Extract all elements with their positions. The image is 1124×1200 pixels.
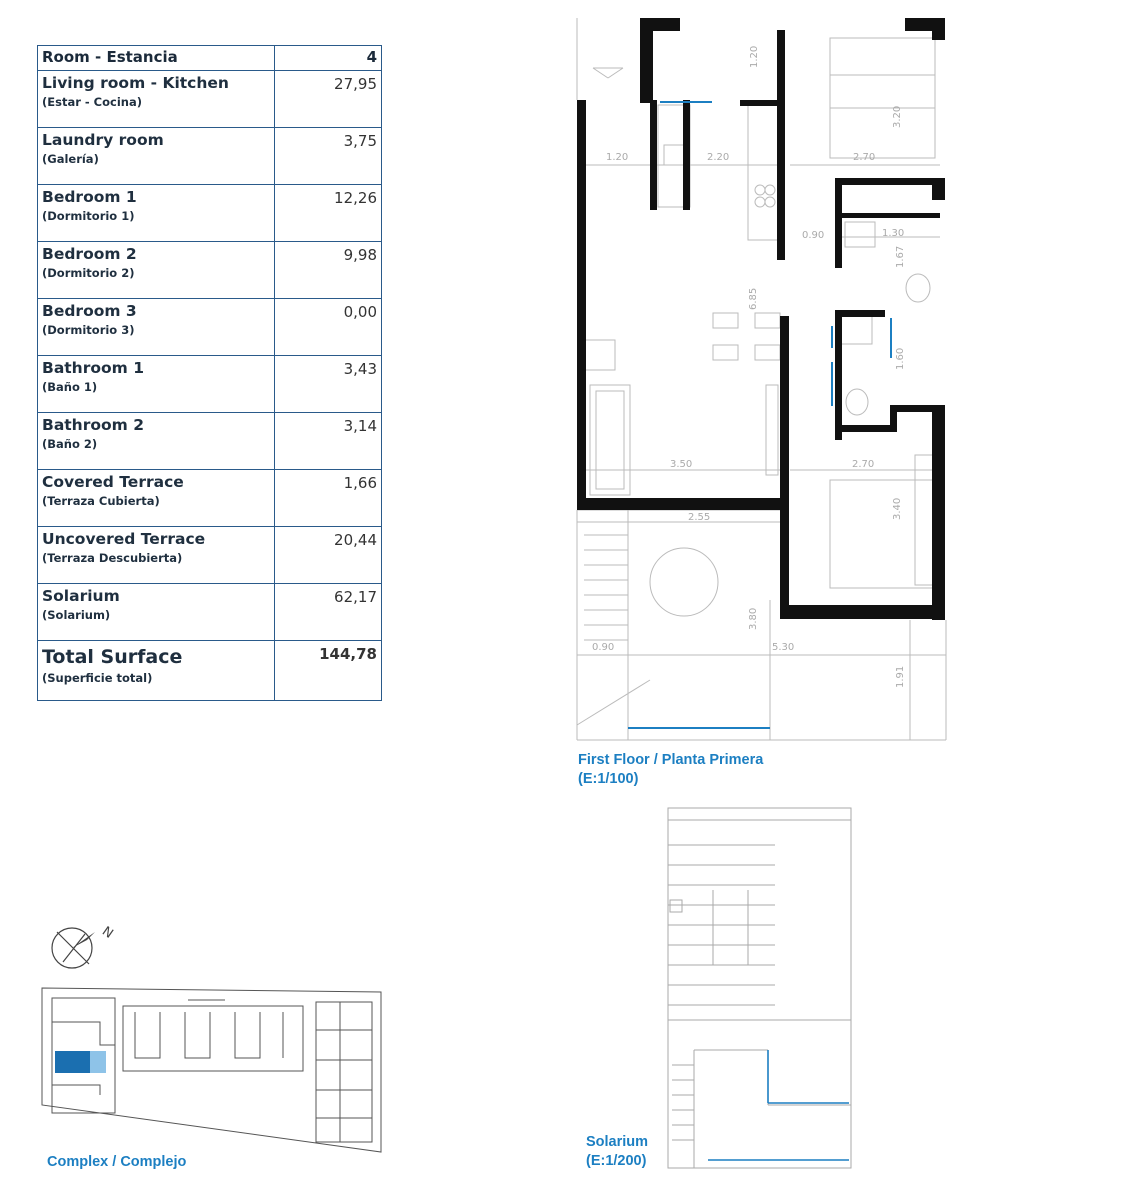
dim-label: 1.20 — [749, 45, 760, 68]
room-area: 3,75 — [275, 128, 382, 185]
room-area: 12,26 — [275, 185, 382, 242]
room-name: Laundry room — [42, 131, 164, 149]
dim-label: 2.20 — [707, 152, 730, 163]
unit-highlight-terrace — [90, 1051, 106, 1073]
dim-label: 5.30 — [772, 642, 795, 653]
dim-label: 1.30 — [882, 228, 905, 239]
room-subname: (Baño 2) — [42, 437, 98, 451]
room-area: 27,95 — [275, 71, 382, 128]
dim-label: 1.20 — [606, 152, 629, 163]
room-area: 20,44 — [275, 527, 382, 584]
room-subname: (Galería) — [42, 152, 99, 166]
dim-label: 1.60 — [895, 347, 906, 370]
room-name: Living room - Kitchen — [42, 74, 229, 92]
room-name: Covered Terrace — [42, 473, 184, 491]
complex-caption: Complex / Complejo — [47, 1154, 187, 1170]
room-subname: (Terraza Descubierta) — [42, 551, 183, 565]
dim-label: 3.80 — [748, 607, 759, 630]
room-subname: (Terraza Cubierta) — [42, 494, 160, 508]
solarium-title: Solarium — [586, 1134, 649, 1150]
dim-label: 1.91 — [895, 665, 906, 688]
room-area: 1,66 — [275, 470, 382, 527]
room-subname: (Baño 1) — [42, 380, 98, 394]
room-area: 3,14 — [275, 413, 382, 470]
dim-label: 0.90 — [592, 642, 615, 653]
room-name: Bedroom 2 — [42, 245, 137, 263]
total-label: Total Surface — [42, 646, 183, 668]
dim-label: 2.70 — [852, 459, 875, 470]
dim-label: 0.90 — [802, 230, 825, 241]
north-label: N — [99, 923, 116, 942]
room-name: Solarium — [42, 587, 120, 605]
dim-label: 1.67 — [895, 245, 906, 268]
dim-label: 3.50 — [670, 459, 693, 470]
dim-label: 6.85 — [748, 287, 759, 310]
first-floor-title: First Floor / Planta Primera — [578, 752, 764, 768]
dim-label: 3.20 — [892, 105, 903, 128]
room-name: Bathroom 2 — [42, 416, 144, 434]
first-floor-scale: (E:1/100) — [578, 771, 639, 787]
room-subname: (Solarium) — [42, 608, 111, 622]
dim-label: 3.40 — [892, 497, 903, 520]
solarium-scale: (E:1/200) — [586, 1153, 647, 1169]
room-subname: (Dormitorio 1) — [42, 209, 135, 223]
unit-highlight — [55, 1051, 90, 1073]
room-name: Bedroom 3 — [42, 302, 137, 320]
dim-label: 2.55 — [688, 512, 711, 523]
room-subname: (Dormitorio 3) — [42, 323, 135, 337]
room-name: Bathroom 1 — [42, 359, 144, 377]
total-sublabel: (Superficie total) — [42, 671, 153, 685]
header-label: Room - Estancia — [38, 46, 275, 71]
room-name: Bedroom 1 — [42, 188, 137, 206]
header-value: 4 — [275, 46, 382, 71]
room-area: 0,00 — [275, 299, 382, 356]
room-area: 9,98 — [275, 242, 382, 299]
room-name: Uncovered Terrace — [42, 530, 206, 548]
room-area: 62,17 — [275, 584, 382, 641]
dim-label: 2.70 — [853, 152, 876, 163]
room-subname: (Estar - Cocina) — [42, 95, 142, 109]
room-area: 3,43 — [275, 356, 382, 413]
total-value: 144,78 — [275, 641, 382, 701]
room-subname: (Dormitorio 2) — [42, 266, 135, 280]
